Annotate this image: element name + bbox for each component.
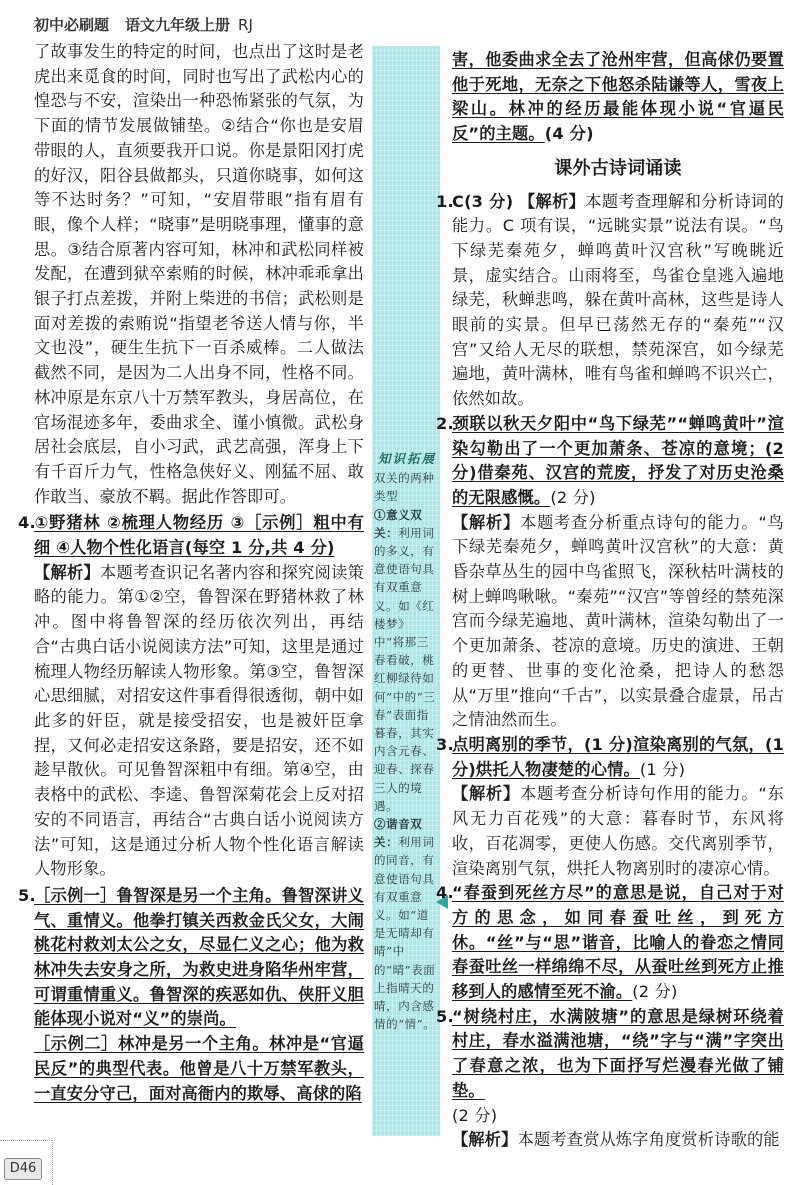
q5-example-1-text: ［示例一］鲁智深是另一个主角。鲁智深讲义气、重情义。他拳打镇关西救金氏父女，大闹桃花村救刘太公之女，尽显仁义之心；他为救林冲失去安身之所，为救史进身陷华州牢营，可谓重情重义。鲁智深的疾恶如仇、侠肝义胆能体现小说对“义”的崇尚。 <box>34 885 364 1029</box>
sidebar-title: 知识拓展 <box>377 451 436 466</box>
q4-analysis-text: 本题考查识记名著内容和探究阅读策略的能力。第①②空，鲁智深在野猪林救了林冲。图中将鲁智深的经历依次列出，再结合“古典白话小说阅读方法”可知，这里是通过梳理人物经历解读人物形象。第③空，鲁智深心思细腻，对招安这件事看得很透彻，朝中如此多的奸臣，就是接受招安，也是被奸臣拿捏，又何必走招安这条路，要是招安，还不如趁早散伙。可见鲁智深粗中有细。第④空，由表格中的武松、李逵、鲁智深菊花会上反对招安的不同语言，再结合“古典白话小说阅读方法”可知，这是通过分析人物个性化语言解读人物形象。 <box>34 562 364 879</box>
poem-q3-analysis-text: 本题考查分析诗句作用的能力。“东风无力百花残”的大意：暮春时节，东风将收，百花凋零，更使人伤感。交代离别季节，渲染离别气氛，烘托人物离别时的凄凉心情。 <box>452 784 784 878</box>
q3-continuation: 了故事发生的特定的时间，也点出了这时是老虎出来觅食的时间，同时也写出了武松内心的惶恐与不安，渲染出一种恐怖紧张的气氛，为下面的情节发展做铺垫。②结合“你也是安眉带眼的人，直须要我开口说。你是景阳冈打虎的好汉，阳谷县做都头，只道你晓事，如何这等不达时务？”可知，“安眉带眼”指有眉有眼，像个人样；“晓事”是明晓事理，懂事的意思。③结合原著内容可知，林冲和武松同样被发配，在遭到狱卒索贿的时候，林冲乖乖拿出银子打点差拨，并附上柴进的书信；武松则是面对差拨的索贿说“指望老爷送人情与你，半文也没”，硬生生抗下一百杀威棒。二人做法截然不同，是因为二人出身不同，性格不同。林冲原是东京八十万禁军教头，身居高位，在官场混迹多年，委曲求全、谨小慎微。武松身居社会底层，自小习武，武艺高强，浑身上下有千百斤力气，性格急侠好义、刚猛不屈、敢作敢当、豪放不羁。据此作答即可。 <box>34 42 364 506</box>
q5-number: 5. <box>18 885 36 905</box>
knowledge-sidebar <box>374 450 440 1034</box>
poem-q3-analysis <box>452 782 784 881</box>
poem-q2 <box>436 412 784 511</box>
poem-q3-number: 3. <box>436 734 454 754</box>
poem-q3-score-2: (1 分) <box>452 734 785 779</box>
right-column <box>436 48 785 1153</box>
poem-q3-score-3: (1 分) <box>639 759 686 779</box>
subject-name: 语文九年级上册 <box>125 16 231 34</box>
poem-q4-score: (2 分) <box>632 982 678 1002</box>
left-column <box>18 40 364 1106</box>
sidebar-item-2-head: ②谐音双关： <box>374 817 423 850</box>
sidebar-item-2-text: 利用词的同音，有意使语句具有双重意义。如“道是无晴却有晴”中的“晴”表面上指晴天的晴，内含感情的“情”。 <box>374 835 436 1032</box>
poem-q1 <box>436 190 784 412</box>
sidebar-intro: 双关的两种类型 <box>374 471 435 504</box>
poem-q5-number: 5. <box>436 1006 454 1026</box>
sidebar-item-1 <box>374 506 440 815</box>
q4-answer <box>18 511 364 560</box>
q5-example-1 <box>18 884 364 1032</box>
poem-q2-score-2: (2 分) <box>550 487 596 507</box>
q5-cont-text: 害，他委曲求全去了沧州牢营，但高俅仍要置他于死地，无奈之下他怒杀陆谦等人，雪夜上梁山。林冲的经历最能体现小说“官逼民反”的主题。 <box>452 50 784 144</box>
sidebar-item-1-head: ①意义双关： <box>374 507 423 540</box>
poem-q3-answer-3: 烘托人物凄楚的心情。 <box>476 759 640 779</box>
poem-q1-analysis: 本题考查理解和分析诗词的能力。C 项有误，“远眺实景”说法有误。“鸟下绿芜秦苑夕，蝉鸣黄叶汉宫秋”写晚眺近景，虚实结合。山雨将至，鸟雀仓皇逃入遍地绿芜，秋蝉悲鸣，躲在黄叶高林，这些是诗人眼前的实景。但早已荡然无存的“秦苑”“汉宫”又给人无尽的联想，禁苑深宫，如今绿芜遍地，黄叶满林，唯有鸟雀和蝉鸣不识兴亡，依然如故。 <box>452 191 784 409</box>
poem-q5-score: (2 分) <box>452 1105 498 1125</box>
poem-q3-answer-1: 点明离别的季节， <box>452 734 584 754</box>
poem-q1-number: 1. <box>436 191 454 211</box>
series-name: 初中必刷题 <box>34 16 110 34</box>
edition-label: RJ <box>238 16 253 34</box>
poem-q2-number: 2. <box>436 413 454 433</box>
poem-q2-analysis <box>452 511 784 733</box>
q5-cont-score: (4 分) <box>544 124 594 144</box>
poem-q4 <box>436 881 784 1005</box>
section-title: 课外古诗词诵读 <box>554 157 682 179</box>
poem-q5 <box>436 1005 784 1104</box>
analysis-tag: 【解析】 <box>452 784 521 804</box>
poem-q3-score-1: (1 分) <box>583 734 634 754</box>
q5-example-2-text: ［示例二］林冲是另一个主角。林冲是“官逼民反”的典型代表。他曾是八十万禁军教头，一直安分守己，面对高衙内的欺辱、高俅的陷 <box>34 1034 364 1103</box>
corner-dots <box>0 1140 52 1142</box>
poem-q4-number: 4. <box>436 883 454 903</box>
page-header <box>34 14 434 36</box>
analysis-tag: 【解析】 <box>34 562 101 582</box>
poem-q3-answer-2: 渲染离别的气氛， <box>633 734 765 754</box>
q4-number: 4. <box>18 513 36 533</box>
poem-q3 <box>436 733 785 782</box>
sidebar-item-1-text: 利用词的多义，有意使语句具有双重意义。如《红楼梦》中“将那三春看破，桃红柳绿待如何”中的“三春”表面指暮春，其实内含元春、迎春、探春三人的境遇。 <box>374 525 436 813</box>
analysis-tag: 【解析】 <box>518 191 586 211</box>
q5-example-2 <box>34 1032 364 1106</box>
page-number: D46 <box>4 1158 42 1180</box>
poem-q2-score-1: (2 分) <box>452 438 784 483</box>
q4-answer-text: ①野猪林 ②梳理人物经历 ③［示例］粗中有细 ④人物个性化语言(每空 1 分,共 4 分) <box>34 513 364 558</box>
poem-q4-answer: “春蚕到死丝方尽”的意思是说，自己对于对方的思念，如同春蚕吐丝，到死方休。“丝”与“思”谐音，比喻人的眷恋之情同春蚕吐丝一样绵绵不尽，从蚕吐丝到死方止推移到人的感情至死不渝。 <box>452 883 784 1002</box>
q4-analysis <box>34 561 364 882</box>
poem-q2-analysis-text: 本题考查分析重点诗句的能力。“鸟下绿芜秦苑夕，蝉鸣黄叶汉宫秋”的大意：黄昏杂草丛生的园中鸟雀照飞，深秋枯叶满枝的树上蝉鸣啾啾。“秦苑”“汉宫”等曾经的禁苑深宫而今绿芜遍地、黄叶满林，渲染勾勒出了一个更加萧条、苍凉的意境。历史的演进、王朝的更替、世事的变化沧桑，把诗人的愁怨从“万里”推向“千古”，以实景叠合虚景，吊古之情油然而生。 <box>452 512 784 730</box>
analysis-tag: 【解析】 <box>452 512 521 532</box>
poem-q5-answer: “树绕村庄，水满陂塘”的意思是绿树环绕着村庄，春水溢满池塘，“绕”字与“满”字突出了春意之浓，也为下面抒写烂漫春光做了铺垫。 <box>452 1006 784 1100</box>
poem-q2-answer-1: 颈联以秋天夕阳中“鸟下绿芜”“蝉鸣黄叶”渲染勾勒出了一个更加萧条、苍凉的意境； <box>452 413 784 458</box>
corner-dots-vertical <box>52 1140 54 1185</box>
poem-q5-analysis-text: 本题考查赏从炼字角度赏析诗歌的能 <box>517 1130 780 1150</box>
q5-example-2-continuation <box>452 48 784 147</box>
poem-q2-answer-2: 借秦苑、汉宫的荒废，抒发了对历史沧桑的无限感慨。 <box>452 463 784 507</box>
poem-q5-analysis <box>452 1128 784 1153</box>
poem-q1-answer: C(3 分) <box>452 191 514 211</box>
analysis-tag: 【解析】 <box>452 1130 518 1150</box>
sidebar-item-2 <box>374 815 440 1033</box>
